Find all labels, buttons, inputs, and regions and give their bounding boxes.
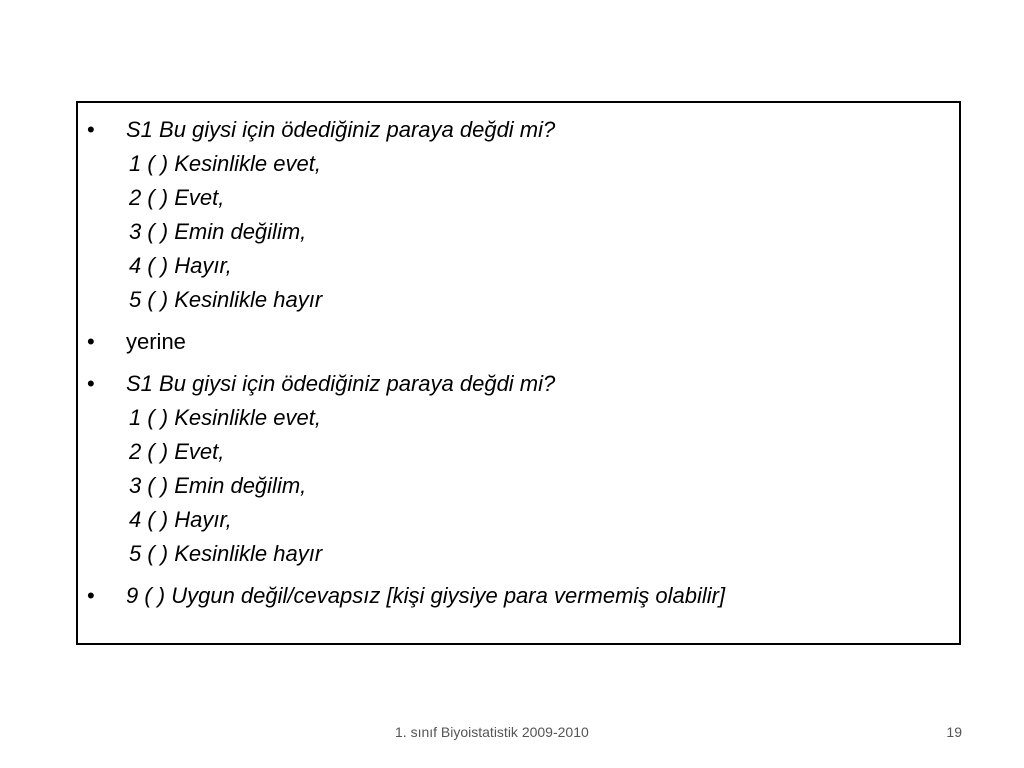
bullet-dot: • bbox=[87, 329, 95, 354]
bullet-extra-option bbox=[78, 579, 959, 613]
question-1-option: 1 ( ) Kesinlikle evet, bbox=[129, 151, 321, 176]
bullet-dot: • bbox=[87, 583, 95, 608]
bullet-dot: • bbox=[87, 371, 95, 396]
question-2-option: 4 ( ) Hayır, bbox=[129, 507, 232, 532]
extra-option-text: 9 ( ) Uygun değil/cevapsız [kişi giysiye para vermemiş olabilir] bbox=[126, 583, 726, 608]
question-1-text: S1 Bu giysi için ödediğiniz paraya değdi mi? bbox=[126, 117, 556, 142]
bullet-question-2 bbox=[78, 367, 959, 571]
question-2-option: 2 ( ) Evet, bbox=[129, 439, 225, 464]
question-2-option: 5 ( ) Kesinlikle hayır bbox=[129, 541, 323, 566]
page-number: 19 bbox=[946, 724, 962, 740]
question-2-text: S1 Bu giysi için ödediğiniz paraya değdi mi? bbox=[126, 371, 556, 396]
question-1-option: 3 ( ) Emin değilim, bbox=[129, 219, 307, 244]
bullet-connector bbox=[78, 325, 959, 359]
bullet-dot: • bbox=[87, 117, 95, 142]
bullet-list bbox=[78, 113, 959, 621]
question-1-option: 2 ( ) Evet, bbox=[129, 185, 225, 210]
question-2-option: 3 ( ) Emin değilim, bbox=[129, 473, 307, 498]
bullet-question-1 bbox=[78, 113, 959, 317]
question-1-option: 5 ( ) Kesinlikle hayır bbox=[129, 287, 323, 312]
footer-course-label: 1. sınıf Biyoistatistik 2009-2010 bbox=[395, 724, 589, 740]
question-2-option: 1 ( ) Kesinlikle evet, bbox=[129, 405, 321, 430]
question-1-option: 4 ( ) Hayır, bbox=[129, 253, 232, 278]
connector-text: yerine bbox=[126, 329, 186, 354]
content-box bbox=[76, 101, 961, 645]
